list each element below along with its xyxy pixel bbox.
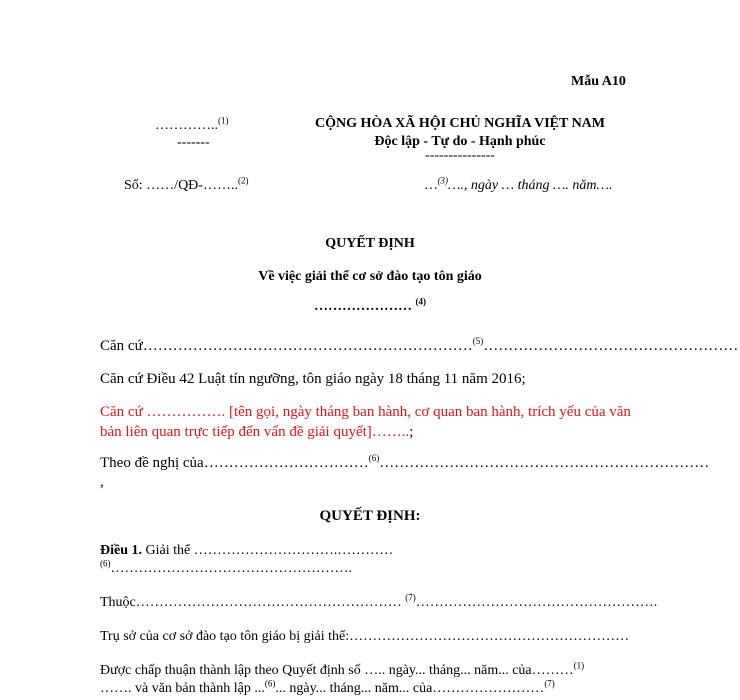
approval-line-2 <box>100 678 555 697</box>
document-title: QUYẾT ĐỊNH <box>325 236 415 251</box>
headquarters-line: Trụ sở của cơ sở đào tạo tôn giáo bị giải thể:…………………………………………………… <box>100 629 630 644</box>
basis-1-post: …………………………………………… <box>483 338 739 354</box>
basis-3-end: ; <box>409 424 414 440</box>
footnote-7: (7) <box>405 592 416 603</box>
footnote-6: (6) <box>368 453 380 463</box>
approval-text: Được chấp thuận thành lập theo Quyết định số ….. ngày... tháng... năm... của……… <box>100 663 574 678</box>
article-1 <box>100 543 393 559</box>
approval-line <box>100 660 585 679</box>
decide-heading: QUYẾT ĐỊNH: <box>319 508 421 524</box>
decision-number <box>124 175 249 194</box>
date-text: …., ngày … tháng …. năm…. <box>447 178 613 193</box>
decision-number-text: Số: ……/QĐ-…….. <box>124 178 238 193</box>
approval-2-text: ... ngày... tháng... năm... của…………………… <box>275 681 545 696</box>
footnote-1: (1) <box>218 115 229 126</box>
basis-line-3-cont <box>100 424 413 441</box>
footnote-7b: (7) <box>544 678 555 689</box>
basis-line-2: Căn cứ Điều 42 Luật tín ngưỡng, tôn giáo ngày 18 tháng 11 năm 2016; <box>100 371 526 387</box>
belongs-pre: Thuộc………………………………………………… <box>100 595 402 610</box>
date-line <box>425 175 613 194</box>
document-subtitle: Về việc giải thể cơ sở đào tạo tôn giáo <box>258 269 482 284</box>
issuing-authority <box>0 296 740 315</box>
proposal-line <box>100 455 709 472</box>
belongs-post: ……………………………………………. <box>415 595 658 610</box>
footnote-2: (2) <box>237 175 249 186</box>
footnote-6c: (6) <box>264 678 276 689</box>
organization-name <box>155 115 229 134</box>
footnote-6b: (6) <box>100 558 111 569</box>
left-header-dashes: ------- <box>177 135 210 150</box>
basis-1-pre: Căn cứ………………………………………………………… <box>100 338 473 354</box>
organization-dots: ………….. <box>155 118 218 133</box>
motto-underline: --------------- <box>425 148 495 163</box>
article-1-text: Giải thể ………………………….………… <box>142 543 394 558</box>
national-motto: Độc lập - Tự do - Hạnh phúc <box>374 134 546 149</box>
proposal-comma: , <box>100 474 104 490</box>
article-1-dots: ……………………………………………. <box>110 561 352 576</box>
proposal-pre: Theo đề nghị của…………………………… <box>100 455 369 471</box>
approval-2-pre: ……. và văn bản thành lập ... <box>100 681 265 696</box>
basis-line-3: Căn cứ ……………. [tên gọi, ngày tháng ban hành, cơ quan ban hành, trích yếu của văn <box>100 404 631 420</box>
form-code: Mẫu A10 <box>571 74 626 89</box>
proposal-post: ………………………………………………………… <box>379 455 710 471</box>
belongs-to-line <box>100 592 658 611</box>
footnote-4: (4) <box>415 296 426 307</box>
footnote-5: (5) <box>472 336 484 346</box>
footnote-3: (3) <box>437 175 448 186</box>
basis-line-1 <box>100 338 738 355</box>
footnote-1b: (1) <box>573 660 585 671</box>
article-1-line2 <box>100 558 352 577</box>
basis-3-line2: bản liên quan trực tiếp đến vấn đề giải quyết]…….. <box>100 424 410 440</box>
article-1-label: Điều 1. <box>100 543 142 558</box>
authority-dots: ………………… <box>314 299 412 314</box>
national-title: CỘNG HÒA XÃ HỘI CHỦ NGHĨA VIỆT NAM <box>314 116 605 131</box>
date-place-dots: … <box>425 178 438 193</box>
